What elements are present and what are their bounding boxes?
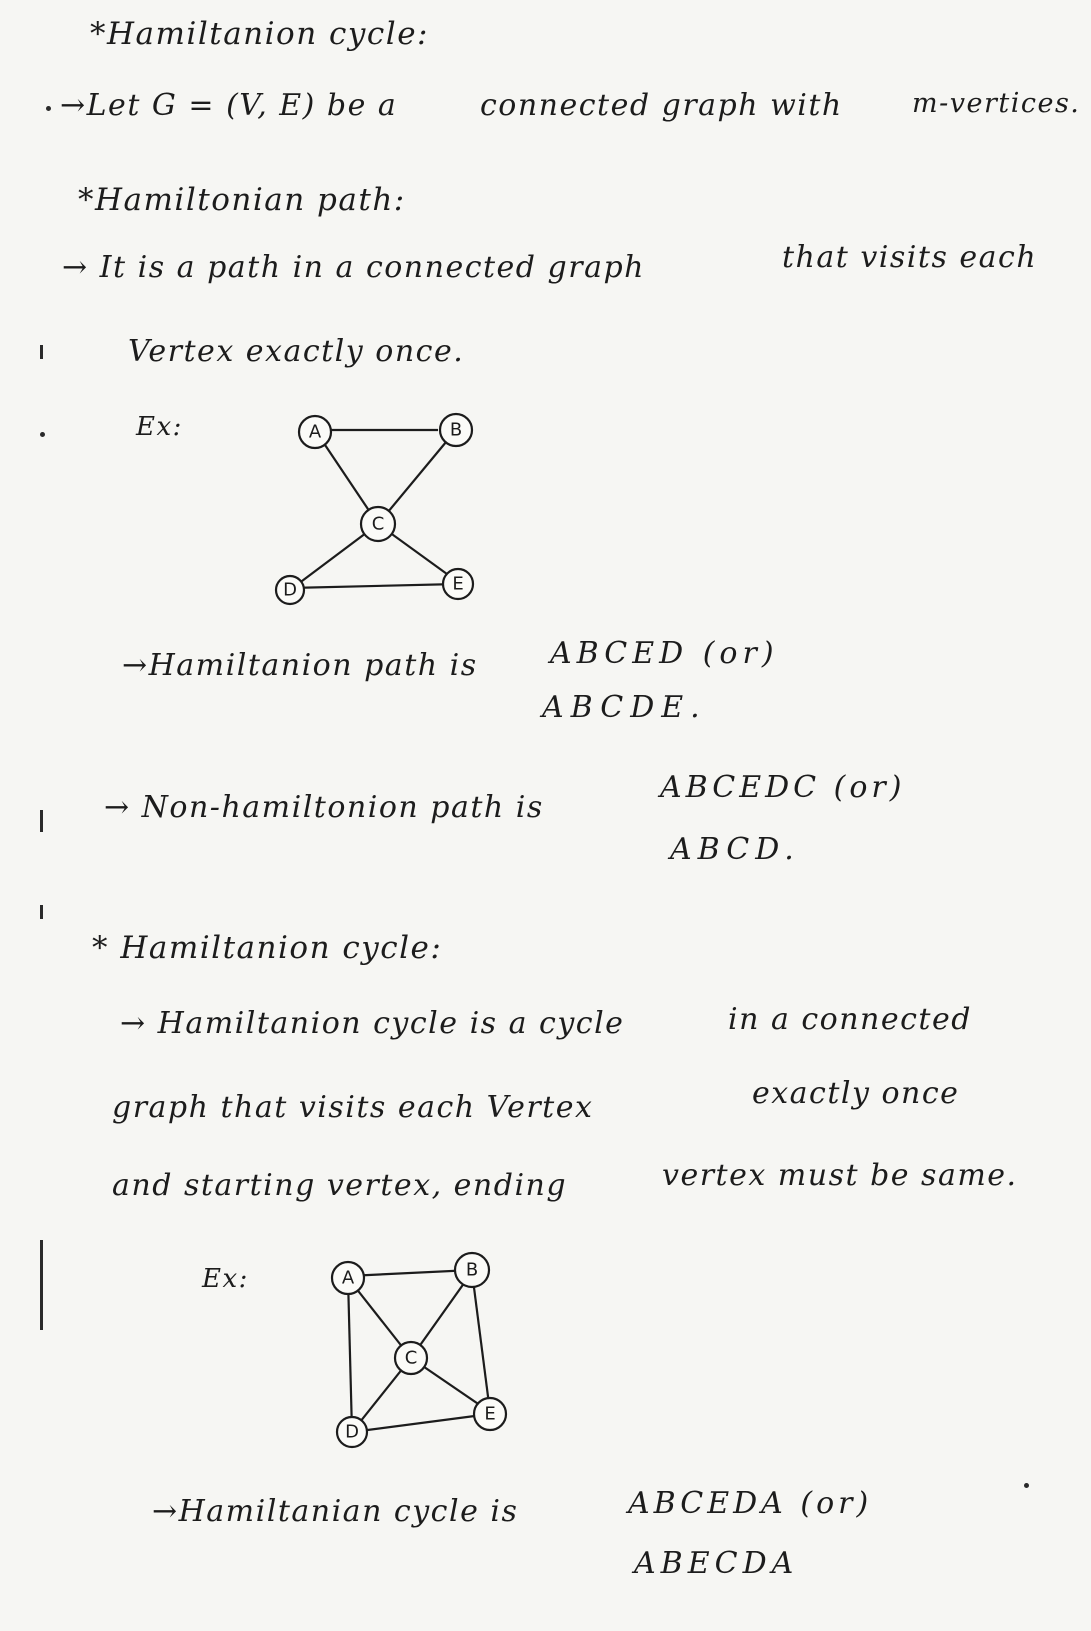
cycle-definition-line3-a: and starting vertex, ending: [112, 1168, 568, 1203]
cycle-definition-line2-b: exactly once: [752, 1076, 960, 1111]
node-b-label: B: [449, 419, 463, 441]
node-a: [332, 1262, 364, 1294]
node-e: [474, 1398, 506, 1430]
node-d: [337, 1417, 367, 1447]
cycle-definition-line1-b: in a connected: [728, 1002, 972, 1037]
path-result-value2: ABCDE.: [542, 690, 707, 725]
cycle-definition-line2-a: graph that visits each Vertex: [112, 1090, 594, 1125]
top-cycle-heading: *Hamiltanion cycle:: [90, 16, 429, 52]
node-b-label: B: [465, 1259, 479, 1281]
path-result-label: →Hamiltanion path is: [122, 648, 478, 683]
cycle-result-value2: ABECDA: [634, 1546, 799, 1581]
graph-definition-rest: connected graph with: [480, 88, 843, 123]
path-definition-line1-b: that visits each: [782, 240, 1038, 275]
node-c: [395, 1342, 427, 1374]
path-result-value1: ABCED (or): [550, 636, 779, 671]
cycle-definition-line3-b: vertex must be same.: [662, 1158, 1018, 1193]
node-c-label: C: [371, 513, 385, 535]
node-b: [455, 1253, 489, 1287]
cycle-result-value1: ABCEDA (or): [628, 1486, 873, 1521]
edge-b-e: [472, 1272, 490, 1412]
cycle-heading: * Hamiltanion cycle:: [92, 930, 443, 966]
node-e-label: E: [452, 573, 464, 595]
graph-definition-tail: m-vertices.: [912, 88, 1081, 119]
non-path-result-label: → Non-hamiltonion path is: [104, 790, 544, 825]
node-c-label: C: [404, 1347, 418, 1369]
example1-label: Ex:: [136, 412, 183, 442]
node-a-label: A: [308, 421, 322, 443]
non-path-result-value1: ABCEDC (or): [660, 770, 906, 805]
node-a-label: A: [341, 1267, 355, 1289]
node-d-label: D: [345, 1421, 359, 1443]
example2-label: Ex:: [202, 1264, 249, 1294]
node-d-label: D: [283, 579, 297, 601]
non-path-result-value2: ABCD.: [670, 832, 800, 867]
edge-a-d: [348, 1278, 352, 1432]
cycle-result-label: →Hamiltanian cycle is: [152, 1494, 519, 1529]
graph-definition-prefix: →Let G = (V, E) be a: [60, 88, 398, 123]
edge-d-e: [352, 1414, 490, 1432]
node-e-label: E: [484, 1403, 496, 1425]
path-heading: *Hamiltonian path:: [78, 182, 406, 218]
path-definition-line2: Vertex exactly once.: [128, 334, 465, 369]
cycle-definition-line1-a: → Hamiltanion cycle is a cycle: [120, 1006, 625, 1041]
cycle-result-line1: [152, 1486, 1052, 1538]
edge-a-b: [348, 1270, 472, 1276]
path-definition-line1-a: → It is a path in a connected graph: [62, 250, 646, 285]
